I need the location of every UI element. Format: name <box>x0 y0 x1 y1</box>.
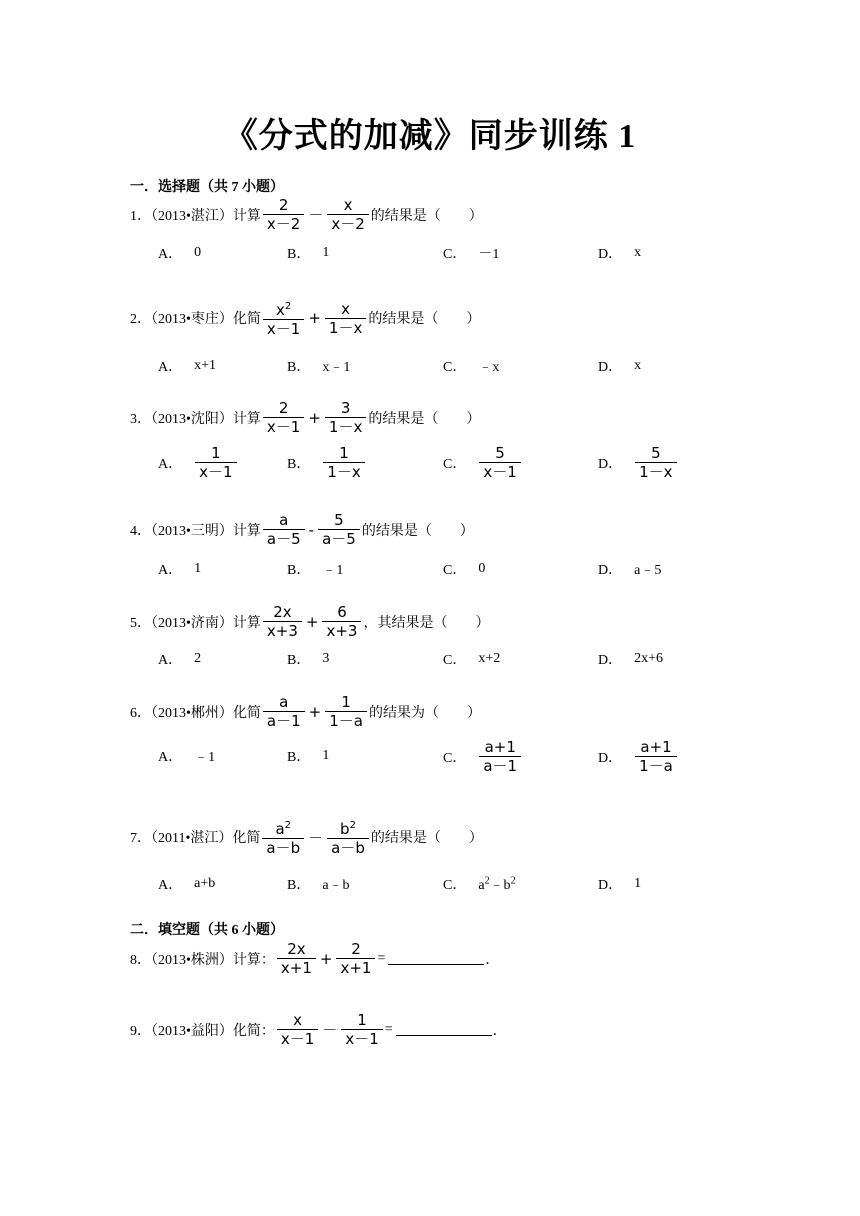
question-3 <box>130 399 480 436</box>
period: ． <box>492 1023 507 1039</box>
fraction: $\frac{1}{x-1}$ <box>341 1011 382 1048</box>
question-prefix: 9．（2013•益阳）化简： <box>130 1023 275 1039</box>
option-c[interactable]: C． $a^2﹣b^2$ <box>443 875 516 893</box>
section-heading-fill: 二．填空题（共 6 小题） <box>130 923 284 938</box>
fraction: $\frac{2}{x-1}$ <box>263 399 304 436</box>
fraction: $\frac{b^2}{a-b}$ <box>327 817 369 857</box>
period: ． <box>485 952 500 968</box>
question-1 <box>130 196 483 233</box>
fraction: $\frac{2}{x+1}$ <box>336 940 375 977</box>
question-8 <box>130 940 499 977</box>
option-a[interactable]: A． 0 <box>158 245 202 262</box>
section-heading-choice: 一．选择题（共 7 小题） <box>130 180 284 195</box>
question-prefix: 7．（2011•湛江）化简 <box>130 831 261 846</box>
operator: + <box>308 309 321 327</box>
option-c[interactable]: C． $\frac{5}{x-1}$ <box>443 444 522 481</box>
fraction: $\frac{x^2}{x-1}$ <box>263 298 304 338</box>
option-a[interactable]: A． ﹣1 <box>158 750 216 765</box>
fraction: $\frac{x}{x-2}$ <box>327 196 368 233</box>
option-b[interactable]: B． x﹣1 <box>287 360 351 375</box>
question-5 <box>130 603 489 640</box>
question-suffix: 的结果是（ ） <box>368 411 481 427</box>
question-prefix: 2．（2013•枣庄）化简 <box>130 312 261 327</box>
question-prefix: 3．（2013•沈阳）计算 <box>130 411 261 427</box>
question-6 <box>130 693 481 730</box>
question-suffix: ，其结果是（ ） <box>363 615 490 631</box>
question-2 <box>130 298 480 338</box>
answer-blank[interactable] <box>396 1023 492 1036</box>
question-suffix: 的结果是（ ） <box>361 523 474 539</box>
option-a[interactable]: A． x+1 <box>158 358 217 375</box>
question-prefix: 5．（2013•济南）计算 <box>130 615 261 631</box>
question-prefix: 4．（2013•三明）计算 <box>130 523 261 539</box>
option-c[interactable]: C． $\frac{a+1}{a-1}$ <box>443 738 522 775</box>
operator: － <box>308 828 324 847</box>
question-9 <box>130 1011 507 1048</box>
option-a[interactable]: A． 1 <box>158 561 202 578</box>
fraction: $\frac{x}{1-x}$ <box>325 300 366 337</box>
answer-blank[interactable] <box>388 952 484 965</box>
option-c[interactable]: C． 0 <box>443 561 486 578</box>
operator: + <box>308 702 322 721</box>
option-c[interactable]: C． x+2 <box>443 651 501 668</box>
option-d[interactable]: D． x <box>598 245 642 262</box>
option-d[interactable]: D． x <box>598 358 642 375</box>
fraction: $\frac{6}{x+3}$ <box>322 603 361 640</box>
operator: + <box>308 408 321 427</box>
option-b[interactable]: B． 3 <box>287 651 330 668</box>
option-d[interactable]: D． 2x+6 <box>598 651 664 668</box>
equals-sign: = <box>377 950 386 966</box>
fraction: $\frac{2}{x-2}$ <box>263 196 304 233</box>
option-a[interactable]: A． a+b <box>158 876 216 893</box>
option-d[interactable]: D． $\frac{a+1}{1-a}$ <box>598 738 678 775</box>
fraction: $\frac{3}{1-x}$ <box>325 399 366 436</box>
question-prefix: 6．（2013•郴州）化简 <box>130 705 261 721</box>
fraction: $\frac{5}{a-5}$ <box>318 511 360 548</box>
option-b[interactable]: B． 1 <box>287 748 330 765</box>
fraction: $\frac{2x}{x+3}$ <box>263 603 302 640</box>
question-prefix: 8．（2013•株洲）计算： <box>130 952 275 968</box>
option-b[interactable]: B． $\frac{1}{1-x}$ <box>287 444 366 481</box>
option-b[interactable]: B． a﹣b <box>287 878 350 893</box>
question-suffix: 的结果是（ ） <box>370 831 483 846</box>
option-a[interactable]: A． 2 <box>158 651 202 668</box>
option-b[interactable]: B． ﹣1 <box>287 563 344 578</box>
operator: + <box>305 612 319 631</box>
operator: + <box>319 949 333 968</box>
equals-sign: = <box>384 1021 393 1037</box>
page-title: 《分式的加减》同步训练 1 <box>223 118 637 155</box>
question-suffix: 的结果是（ ） <box>368 312 481 327</box>
option-a[interactable]: A． $\frac{1}{x-1}$ <box>158 444 238 481</box>
question-7 <box>130 817 483 857</box>
question-suffix: 的结果为（ ） <box>368 705 481 721</box>
fraction: $\frac{a}{a-1}$ <box>263 693 305 730</box>
operator: - <box>308 520 315 539</box>
option-b[interactable]: B． 1 <box>287 245 330 262</box>
option-d[interactable]: D． a﹣5 <box>598 563 662 578</box>
operator: － <box>322 1021 338 1039</box>
question-suffix: 的结果是（ ） <box>370 208 483 224</box>
fraction: $\frac{2x}{x+1}$ <box>277 940 316 977</box>
option-c[interactable]: C． －1 <box>443 247 500 262</box>
question-4 <box>130 511 474 548</box>
operator: － <box>308 206 324 224</box>
fraction: $\frac{a}{a-5}$ <box>263 511 305 548</box>
fraction: $\frac{1}{1-a}$ <box>325 693 367 730</box>
fraction: $\frac{a^2}{a-b}$ <box>262 817 304 857</box>
option-d[interactable]: D． 1 <box>598 876 642 893</box>
fraction: $\frac{x}{x-1}$ <box>277 1011 318 1048</box>
option-c[interactable]: C． ﹣x <box>443 360 500 375</box>
question-prefix: 1．（2013•湛江）计算 <box>130 208 261 224</box>
option-d[interactable]: D． $\frac{5}{1-x}$ <box>598 444 678 481</box>
